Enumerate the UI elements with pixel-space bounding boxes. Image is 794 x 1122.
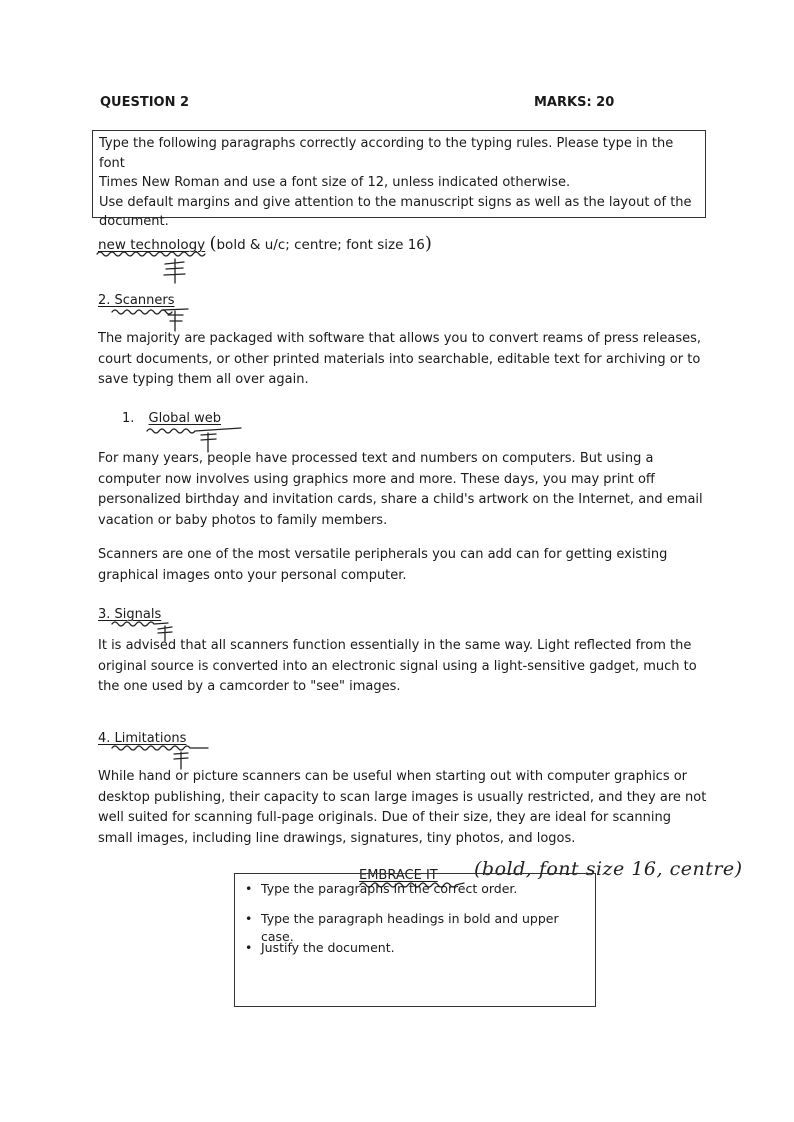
- paragraph-line: small images, including line drawings, signatures, tiny photos, and logos.: [98, 830, 576, 846]
- title-note: bold & u/c; centre; font size 16: [216, 237, 425, 253]
- paragraph-line: save typing them all over again.: [98, 372, 309, 387]
- paragraph-line: desktop publishing, their capacity to scan large images is usually restricted, and they are not: [98, 789, 707, 805]
- bullet-icon: •: [245, 881, 253, 896]
- wavy-underline-mark: [96, 250, 216, 264]
- paragraph-line: The majority are packaged with software that allows you to convert reams of press releases,: [98, 331, 702, 346]
- instructions-line: Use default margins and give attention to the manuscript signs as well as the layout of the: [99, 194, 692, 210]
- paragraph-global-web: [98, 449, 703, 531]
- title-text: new technology: [98, 237, 206, 253]
- paragraph-line: the one used by a camcorder to "see" images.: [98, 679, 401, 694]
- paragraph-scanners-versatile: [98, 545, 667, 586]
- paragraph-line: While hand or picture scanners can be useful when starting out with computer graphics or: [98, 769, 688, 784]
- paragraph-line: well suited for scanning full-page originals. Due of their size, they are ideal for scanning: [98, 810, 671, 825]
- tasks-list: [235, 874, 595, 969]
- question-label: QUESTION 2: [100, 95, 190, 110]
- paragraph-line: graphical images onto your personal computer.: [98, 567, 407, 583]
- paragraph-scanners: [98, 329, 701, 391]
- paragraph-line: vacation or baby photos to family members.: [98, 512, 388, 528]
- handwritten-note: (bold, font size 16, centre): [474, 858, 743, 880]
- section-heading-scanners: 2. Scanners: [98, 293, 175, 308]
- paragraph-limitations: [98, 767, 706, 849]
- title-note-open: (: [209, 233, 217, 254]
- section-heading-global-web: 1. Global web: [122, 411, 222, 426]
- list-number: 1.: [122, 411, 135, 426]
- paragraph-line: court documents, or other printed materials into searchable, editable text for archiving or to: [98, 351, 701, 367]
- paragraph-line: computer now involves using graphics more and more. These days, you may print off: [98, 471, 655, 487]
- closing-text: EMBRACE IT: [359, 868, 438, 883]
- tasks-box: [234, 873, 596, 1007]
- list-item: • Justify the document.: [245, 940, 395, 955]
- caps-mark-icon: [160, 258, 190, 284]
- list-item: • Type the paragraphs in the correct order.: [245, 881, 518, 896]
- instructions-line: Times New Roman and use a font size of 12, unless indicated otherwise.: [99, 175, 571, 190]
- instructions-box: [92, 130, 706, 229]
- bullet-icon: •: [245, 910, 253, 926]
- section-heading-limitations: 4. Limitations: [98, 731, 187, 746]
- paragraph-line: For many years, people have processed text and numbers on computers. But using a: [98, 451, 654, 466]
- paragraph-signals: [98, 636, 697, 698]
- instructions-line: Type the following paragraphs correctly according to the typing rules. Please type in the font: [99, 136, 674, 171]
- title-note-close: ): [424, 233, 432, 254]
- section-heading-signals: 3. Signals: [98, 607, 162, 622]
- bullet-icon: •: [245, 940, 253, 955]
- paragraph-line: original source is converted into an electronic signal using a light-sensitive gadget, much to: [98, 658, 697, 674]
- instructions-line: document.: [99, 214, 169, 229]
- paragraph-line: personalized birthday and invitation cards, share a child's artwork on the Internet, and email: [98, 492, 703, 507]
- list-item: • Type the paragraph headings in bold and upper case.: [245, 910, 559, 944]
- paragraph-line: Scanners are one of the most versatile peripherals you can add can for getting existing: [98, 547, 668, 562]
- marks-label: MARKS: 20: [534, 95, 615, 110]
- paragraph-line: It is advised that all scanners function essentially in the same way. Light reflected from the: [98, 638, 692, 653]
